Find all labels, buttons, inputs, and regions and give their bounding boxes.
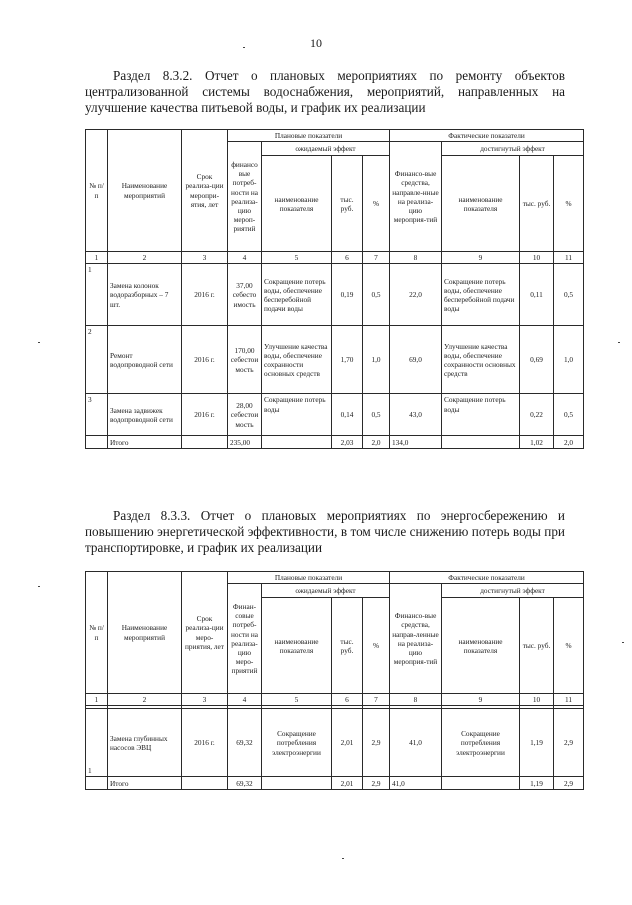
row-expected-pct: 1,0: [363, 326, 390, 394]
row-achieved-thous: 0,11: [520, 264, 554, 326]
total-achieved-pct: 2,9: [554, 777, 584, 790]
column-index-row: [86, 252, 584, 264]
row-achieved-thous: 0,69: [520, 326, 554, 394]
page-number: 10: [310, 36, 322, 50]
row-achieved-thous: 0,22: [520, 394, 554, 436]
header-thous: тыс. руб.: [520, 156, 554, 252]
header-actual: Фактические показатели: [390, 572, 584, 584]
total-fact-fin: 134,0: [390, 436, 442, 449]
header-achieved: достигнутый эффект: [442, 584, 584, 598]
header-pct: %: [554, 598, 584, 694]
col-index: 11: [554, 694, 584, 706]
total-achieved-pct: 2,0: [554, 436, 584, 449]
row-achieved-indicator: Улучшение качества воды, обеспечение сохранности основных средств: [442, 326, 520, 394]
header-fact-fin: Финансо-вые средства, направле-нные на реализа-цию мероприя-тий: [390, 142, 442, 252]
row-expected-indicator: Сокращение потерь воды: [262, 394, 332, 436]
row-fact-fin: 69,0: [390, 326, 442, 394]
row-term: 2016 г.: [182, 264, 228, 326]
total-plan-fin: 69,32: [228, 777, 262, 790]
total-expected-pct: 2,0: [363, 436, 390, 449]
row-achieved-pct: 1,0: [554, 326, 584, 394]
col-index: 3: [182, 694, 228, 706]
col-index: 10: [520, 694, 554, 706]
row-achieved-thous: 1,19: [520, 709, 554, 777]
header-indicator-name: наименование показателя: [442, 598, 520, 694]
total-achieved-thous: 1,19: [520, 777, 554, 790]
col-index: 9: [442, 252, 520, 264]
header-planned: Плановые показатели: [228, 572, 390, 584]
section-8-3-2-table: [85, 129, 584, 449]
scan-speck: [342, 858, 344, 859]
col-index: 7: [363, 252, 390, 264]
table-row: [86, 264, 584, 326]
header-term: Срок реализа-ции меро-приятия, лет: [182, 572, 228, 694]
row-num: 1: [86, 709, 108, 777]
col-index: 1: [86, 252, 108, 264]
header-achieved: достигнутый эффект: [442, 142, 584, 156]
header-indicator-name: наименование показателя: [442, 156, 520, 252]
table-row: [86, 709, 584, 777]
col-index: 7: [363, 694, 390, 706]
header-name: Наименование мероприятий: [108, 130, 182, 252]
col-index: 6: [332, 252, 363, 264]
scan-speck: [38, 342, 40, 343]
row-fact-fin: 22,0: [390, 264, 442, 326]
table-row: [86, 394, 584, 436]
row-achieved-pct: 2,9: [554, 709, 584, 777]
row-expected-thous: 0,14: [332, 394, 363, 436]
header-num: № п/ п: [86, 130, 108, 252]
row-name: Замена глубинных насосов ЭВЦ: [108, 709, 182, 777]
row-expected-thous: 1,70: [332, 326, 363, 394]
row-expected-indicator: Сокращение потерь воды, обеспечение бесперебойной подачи воды: [262, 264, 332, 326]
total-expected-pct: 2,9: [363, 777, 390, 790]
table-row: [86, 326, 584, 394]
col-index: 2: [108, 252, 182, 264]
row-achieved-indicator: Сокращение потребления электроэнергии: [442, 709, 520, 777]
column-index-row: [86, 694, 584, 706]
header-name: Наименование мероприятий: [108, 572, 182, 694]
col-index: 2: [108, 694, 182, 706]
col-index: 4: [228, 252, 262, 264]
row-expected-indicator: Улучшение качества воды, обеспечение сохранности основных средств: [262, 326, 332, 394]
col-index: 8: [390, 694, 442, 706]
header-thous: тыс. руб.: [520, 598, 554, 694]
header-indicator-name: наименование показателя: [262, 598, 332, 694]
header-actual: Фактические показатели: [390, 130, 584, 142]
total-plan-fin: 235,00: [228, 436, 262, 449]
header-thous: тыс. руб.: [332, 598, 363, 694]
row-name: Замена задвижек водопроводной сети: [108, 394, 182, 436]
scan-speck: [38, 586, 40, 587]
col-index: 1: [86, 694, 108, 706]
row-name: Ремонт водопроводной сети: [108, 326, 182, 394]
scan-speck: [622, 642, 624, 643]
header-plan-fin: финансо вые потреб-ности на реализа-цию мероп-риятий: [228, 142, 262, 252]
row-expected-pct: 0,5: [363, 394, 390, 436]
col-index: 3: [182, 252, 228, 264]
scan-speck: [618, 342, 620, 343]
row-achieved-pct: 0,5: [554, 394, 584, 436]
col-index: 5: [262, 694, 332, 706]
header-term: Срок реализа-ции меропри-ятия, лет: [182, 130, 228, 252]
header-indicator-name: наименование показателя: [262, 156, 332, 252]
row-achieved-indicator: Сокращение потерь воды: [442, 394, 520, 436]
section-heading: Раздел 8.3.2. Отчет о плановых мероприятиях по ремонту объектов централизованной системы водоснабжения, мероприятий, направленных на улучшение качества питьевой воды, и график их реализации: [85, 68, 565, 115]
row-term: 2016 г.: [182, 709, 228, 777]
row-fact-fin: 43,0: [390, 394, 442, 436]
total-row: [86, 777, 584, 790]
row-term: 2016 г.: [182, 326, 228, 394]
header-num: № п/ п: [86, 572, 108, 694]
total-label: Итого: [108, 436, 182, 449]
total-expected-thous: 2,01: [332, 777, 363, 790]
row-name: Замена колонок водоразборных – 7 шт.: [108, 264, 182, 326]
total-row: [86, 436, 584, 449]
section-heading: Раздел 8.3.3. Отчет о плановых мероприятиях по энергосбережению и повышению энергетической эффективности, в том числе снижению потерь воды при транспортировке, и график их реализации: [85, 508, 565, 555]
scan-speck: [243, 47, 245, 48]
col-index: 9: [442, 694, 520, 706]
row-expected-thous: 0,19: [332, 264, 363, 326]
row-expected-pct: 0,5: [363, 264, 390, 326]
header-expected: ожидаемый эффект: [262, 584, 390, 598]
col-index: 5: [262, 252, 332, 264]
header-thous: тыс. руб.: [332, 156, 363, 252]
col-index: 10: [520, 252, 554, 264]
header-expected: ожидаемый эффект: [262, 142, 390, 156]
header-pct: %: [554, 156, 584, 252]
row-achieved-indicator: Сокращение потерь воды, обеспечение бесперебойной подачи воды: [442, 264, 520, 326]
total-expected-thous: 2,03: [332, 436, 363, 449]
row-num: 1: [86, 264, 108, 326]
header-planned: Плановые показатели: [228, 130, 390, 142]
total-label: Итого: [108, 777, 182, 790]
header-fact-fin: Финансо-вые средства, направ-ленные на реализа-цию мероприя-тий: [390, 584, 442, 694]
row-expected-thous: 2,01: [332, 709, 363, 777]
section-8-3-3-table: [85, 571, 584, 790]
row-expected-indicator: Сокращение потребления электроэнергии: [262, 709, 332, 777]
header-pct: %: [363, 598, 390, 694]
header-pct: %: [363, 156, 390, 252]
total-achieved-thous: 1,02: [520, 436, 554, 449]
header-plan-fin: Финан-совые потреб-ности на реализа-цию меро-приятий: [228, 584, 262, 694]
row-plan-fin: 170,00 себестои мость: [228, 326, 262, 394]
row-num: 2: [86, 326, 108, 394]
col-index: 6: [332, 694, 363, 706]
col-index: 4: [228, 694, 262, 706]
col-index: 8: [390, 252, 442, 264]
row-num: 3: [86, 394, 108, 436]
row-plan-fin: 28,00 себестои мость: [228, 394, 262, 436]
row-expected-pct: 2,9: [363, 709, 390, 777]
total-fact-fin: 41,0: [390, 777, 442, 790]
row-term: 2016 г.: [182, 394, 228, 436]
col-index: 11: [554, 252, 584, 264]
row-plan-fin: 69,32: [228, 709, 262, 777]
row-achieved-pct: 0,5: [554, 264, 584, 326]
row-fact-fin: 41,0: [390, 709, 442, 777]
row-plan-fin: 37,00 себесто имость: [228, 264, 262, 326]
